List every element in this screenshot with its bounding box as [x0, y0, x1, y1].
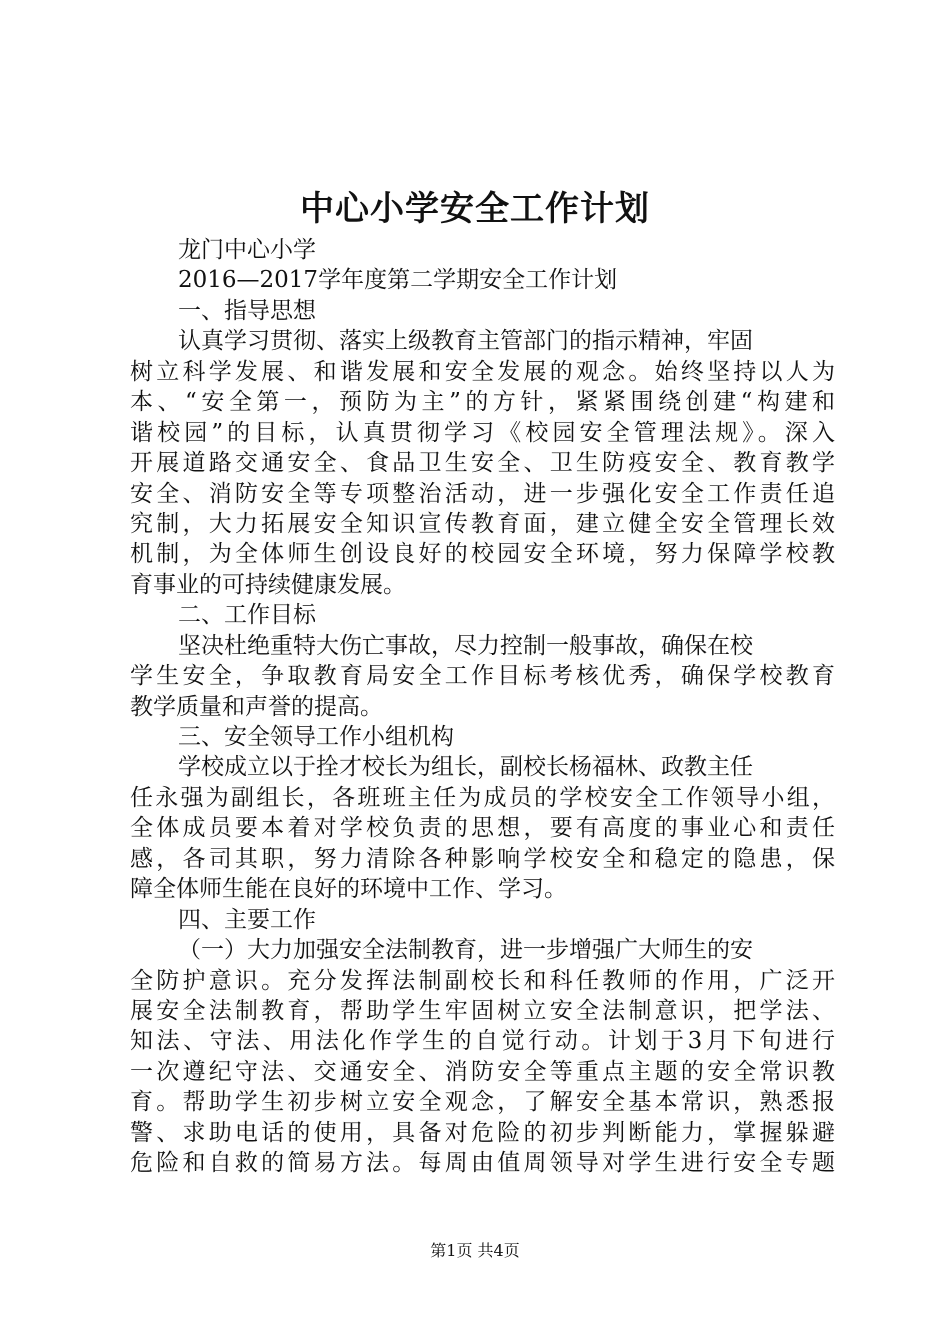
body-line: 龙门中心小学 — [178, 237, 316, 263]
body-line: 警、求助电话的使用，具备对危险的初步判断能力，掌握躲避 — [130, 1119, 835, 1146]
body-line: 树立科学发展、和谐发展和安全发展的观念。始终坚持以人为 — [130, 358, 835, 385]
body-line: 全体成员要本着对学校负责的思想，要有高度的事业心和责任 — [130, 815, 835, 842]
body-line: 育。帮助学生初步树立安全观念，了解安全基本常识，熟悉报 — [130, 1089, 835, 1116]
body-line: 认真学习贯彻、落实上级教育主管部门的指示精神，牢固 — [178, 328, 753, 355]
body-line: 全防护意识。充分发挥法制副校长和科任教师的作用，广泛开 — [130, 967, 835, 994]
document-body — [130, 235, 835, 1179]
body-line: 感，各司其职，努力清除各种影响学校安全和稳定的隐患，保 — [130, 845, 835, 872]
body-line: 危险和自救的简易方法。每周由值周领导对学生进行安全专题 — [130, 1150, 835, 1177]
body-line: 障全体师生能在良好的环境中工作、学习。 — [130, 876, 567, 903]
body-line: 究制，大力拓展安全知识宣传教育面，建立健全安全管理长效 — [130, 510, 835, 537]
body-line: 坚决杜绝重特大伤亡事故，尽力控制一般事故，确保在校 — [178, 632, 753, 659]
body-line: 2016—2017学年度第二学期安全工作计划 — [178, 267, 618, 294]
body-line: 二、工作目标 — [178, 602, 316, 629]
body-line: 任永强为副组长，各班班主任为成员的学校安全工作领导小组， — [130, 784, 835, 811]
document-title: 中心小学安全工作计划 — [300, 189, 650, 229]
body-line: 学生安全，争取教育局安全工作目标考核优秀，确保学校教育 — [130, 663, 835, 690]
body-line: 机制，为全体师生创设良好的校园安全环境，努力保障学校教 — [130, 541, 835, 568]
body-line: 开展道路交通安全、食品卫生安全、卫生防疫安全、教育教学 — [130, 450, 835, 477]
body-line: 本、“安全第一，预防为主”的方针，紧紧围绕创建“构建和 — [130, 389, 835, 416]
body-line: 教学质量和声誉的提高。 — [130, 693, 383, 720]
body-line: 一次遵纪守法、交通安全、消防安全等重点主题的安全常识教 — [130, 1058, 835, 1085]
body-line: 四、主要工作 — [178, 906, 316, 933]
body-line: 安全、消防安全等专项整治活动，进一步强化安全工作责任追 — [130, 480, 835, 507]
body-line: 三、安全领导工作小组机构 — [178, 724, 454, 750]
page-footer: 第1页 共4页 — [430, 1241, 520, 1260]
body-line: 知法、守法、用法化作学生的自觉行动。计划于3月下旬进行 — [130, 1028, 835, 1055]
body-line: 一、指导思想 — [178, 297, 316, 324]
body-line: 学校成立以于拴才校长为组长，副校长杨福林、政教主任 — [178, 754, 753, 781]
body-line: 谐校园”的目标，认真贯彻学习《校园安全管理法规》。深入 — [130, 419, 835, 446]
body-line: 展安全法制教育，帮助学生牢固树立安全法制意识，把学法、 — [130, 997, 835, 1024]
body-line: 育事业的可持续健康发展。 — [130, 571, 406, 598]
body-line: （一）大力加强安全法制教育，进一步增强广大师生的安 — [178, 937, 753, 964]
